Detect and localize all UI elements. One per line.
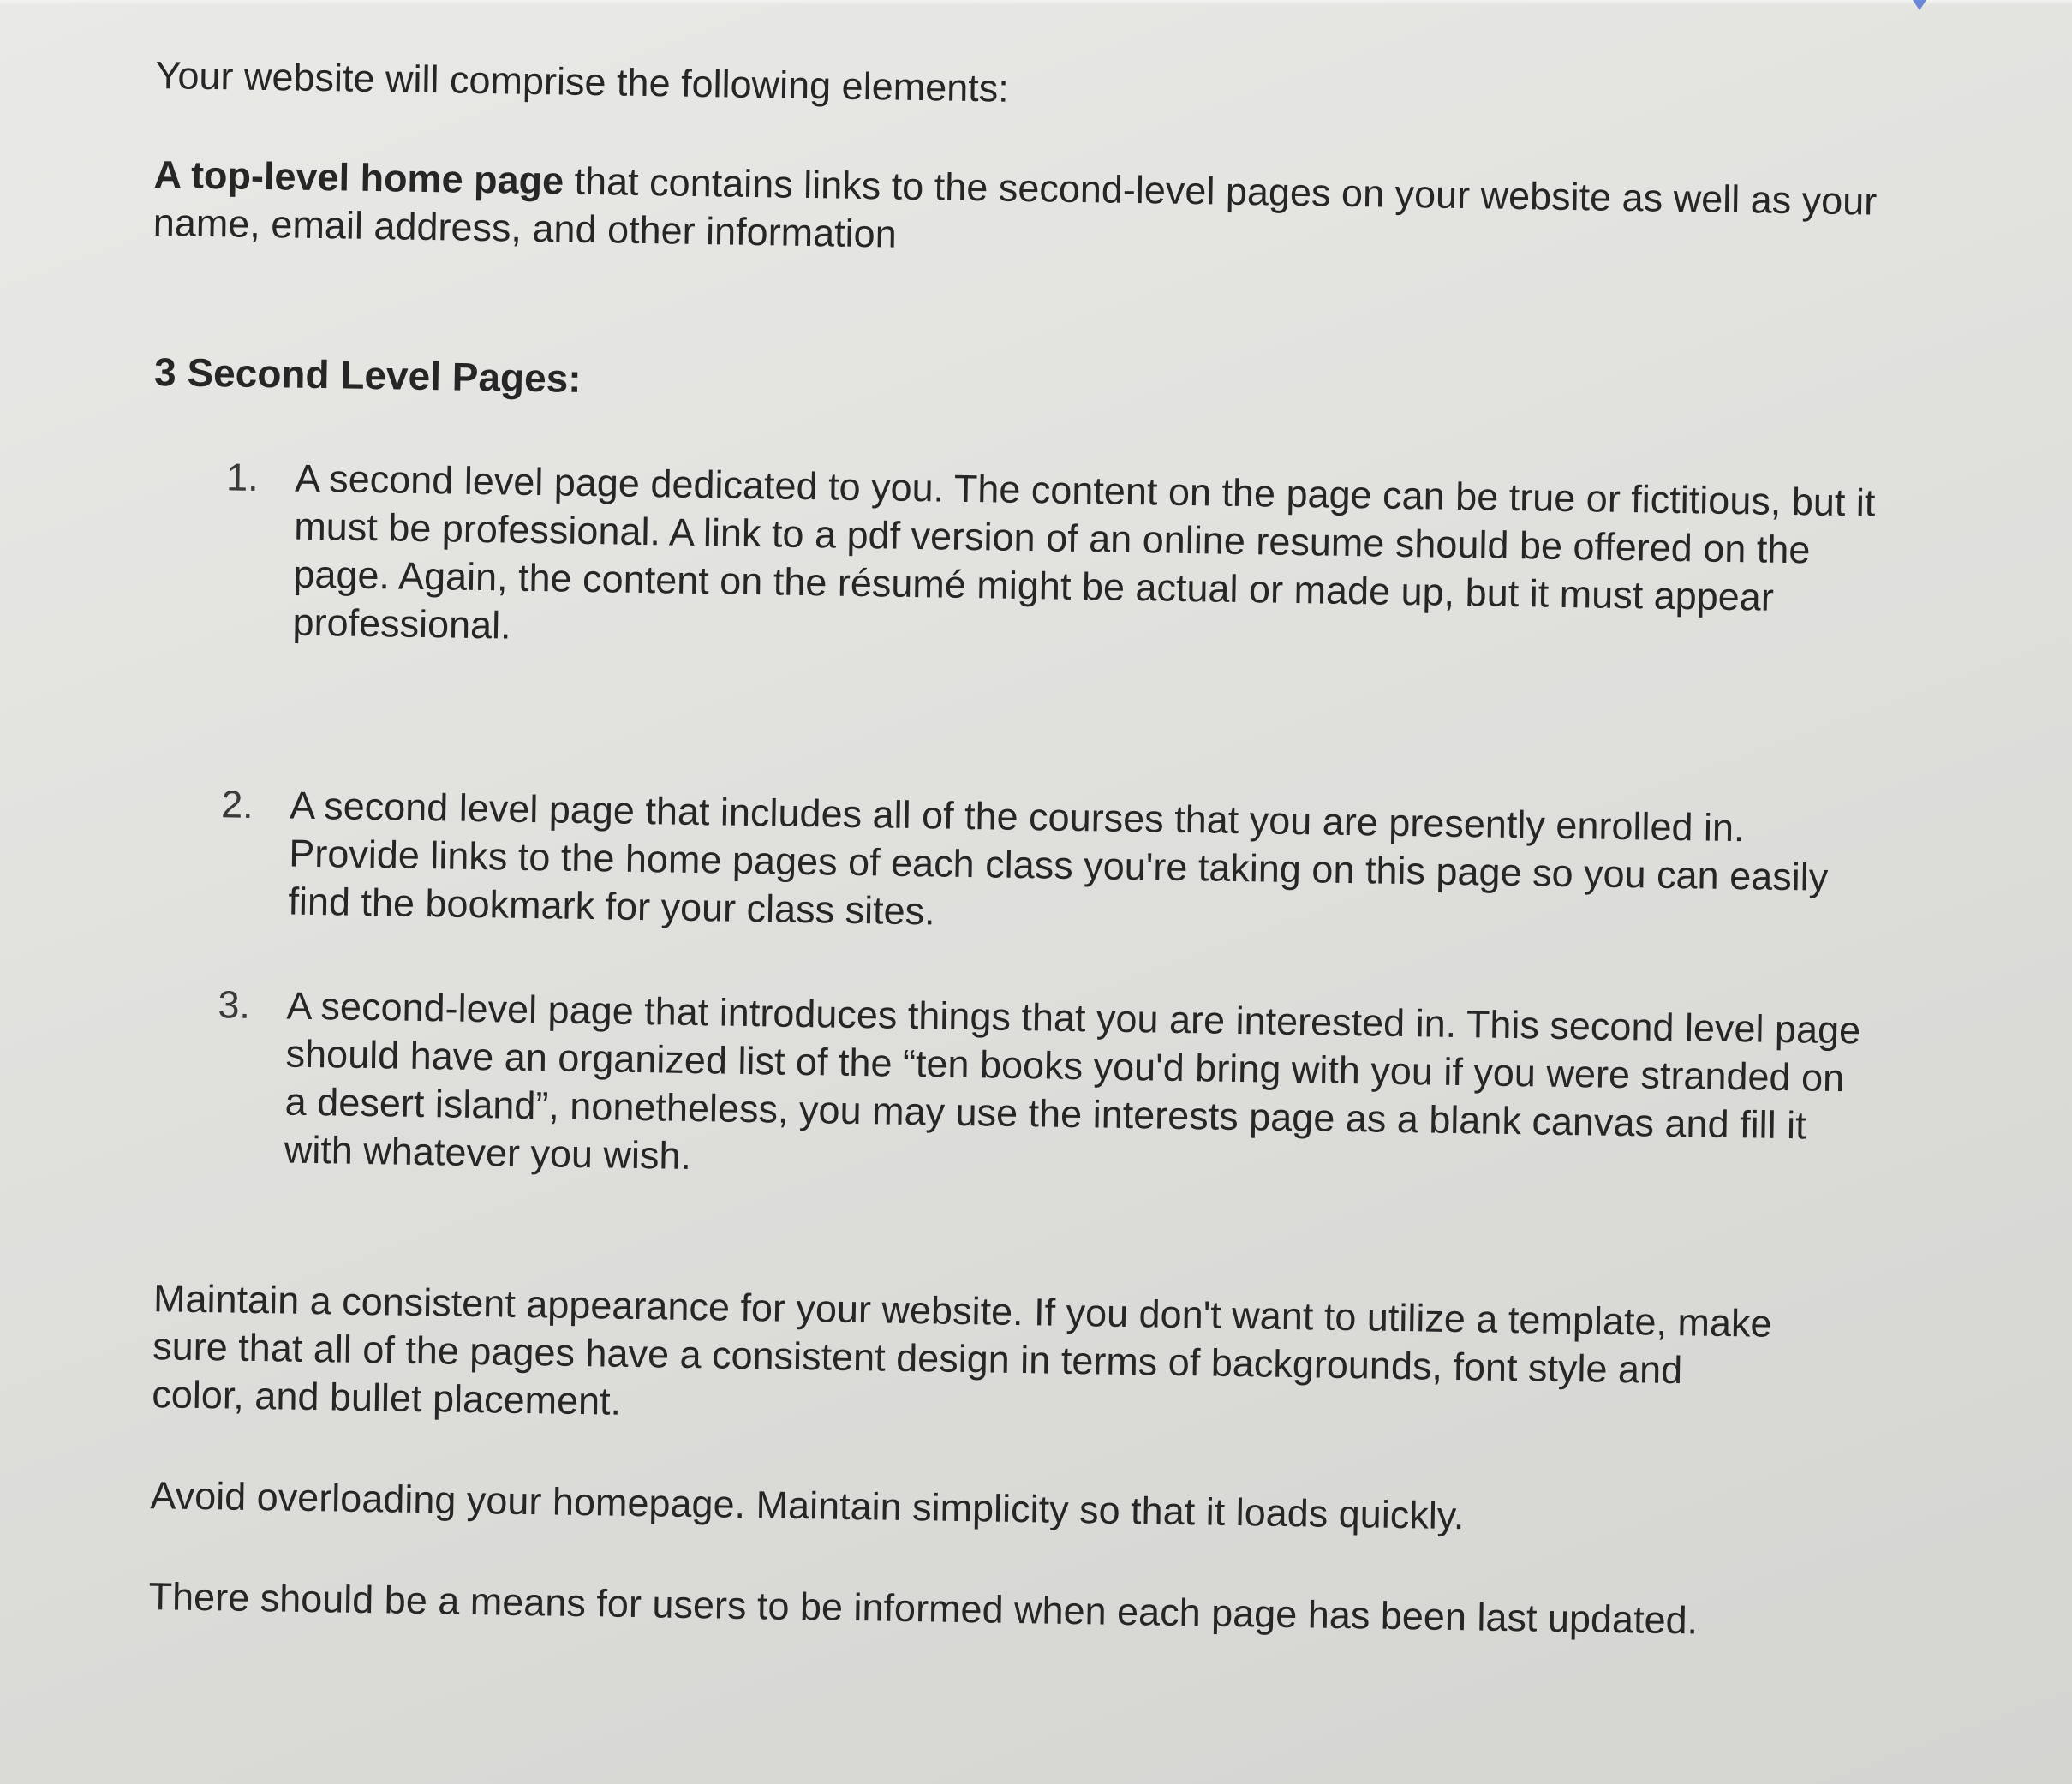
list-item-text: A second level page dedicated to you. The content on the page can be true or fictitious, but it must be professional. A link to a pdf version of an online resume should be offered on the page. Again, the content on the résumé might be actual or made up, but it must appear professional. — [292, 456, 1876, 647]
home-page-requirement-text: that contains links to the second-level pages on your website as well as your name, email address, and other information — [152, 158, 1878, 256]
list-item — [224, 453, 1888, 671]
screen-top-edge — [0, 0, 2072, 5]
second-level-heading: 3 Second Level Pages: — [153, 349, 582, 401]
simplicity-note: Avoid overloading your homepage. Maintain simplicity so that it loads quickly. — [150, 1473, 1465, 1538]
list-item-text: A second-level page that introduces things that you are interested in. This second level page should have an organized list of the “ten books you'd bring with you if you were stranded on a desert island”, nonetheless, you may use the interests page as a blank canvas and fill it with whatever you wish. — [284, 983, 1861, 1178]
home-page-requirement — [152, 151, 1893, 274]
list-item-number: 3. — [218, 982, 251, 1027]
list-item — [219, 780, 1883, 950]
assignment-document — [131, 51, 1895, 1648]
list-item-number: 2. — [220, 782, 254, 826]
list-item-number: 1. — [225, 455, 260, 499]
intro-text: Your website will comprise the following elements: — [155, 52, 1010, 110]
second-level-list — [138, 452, 1888, 1199]
scrollbar-marker-icon — [1913, 0, 1926, 10]
list-item-text: A second level page that includes all of the courses that you are presently enrolled in. Provide links to the home pages of each class you're taking on this page so you can easily find the bookmark for your class sites. — [288, 783, 1829, 934]
home-page-requirement-bold: A top-level home page — [153, 152, 564, 203]
last-updated-note: There should be a means for users to be informed when each page has been last updated. — [148, 1574, 1699, 1643]
consistency-note: Maintain a consistent appearance for your website. If you don't want to utilize a template, make sure that all of the pages have a consistent design in terms of backgrounds, font style and color, and bullet placement. — [151, 1276, 1772, 1423]
list-item — [215, 981, 1879, 1198]
